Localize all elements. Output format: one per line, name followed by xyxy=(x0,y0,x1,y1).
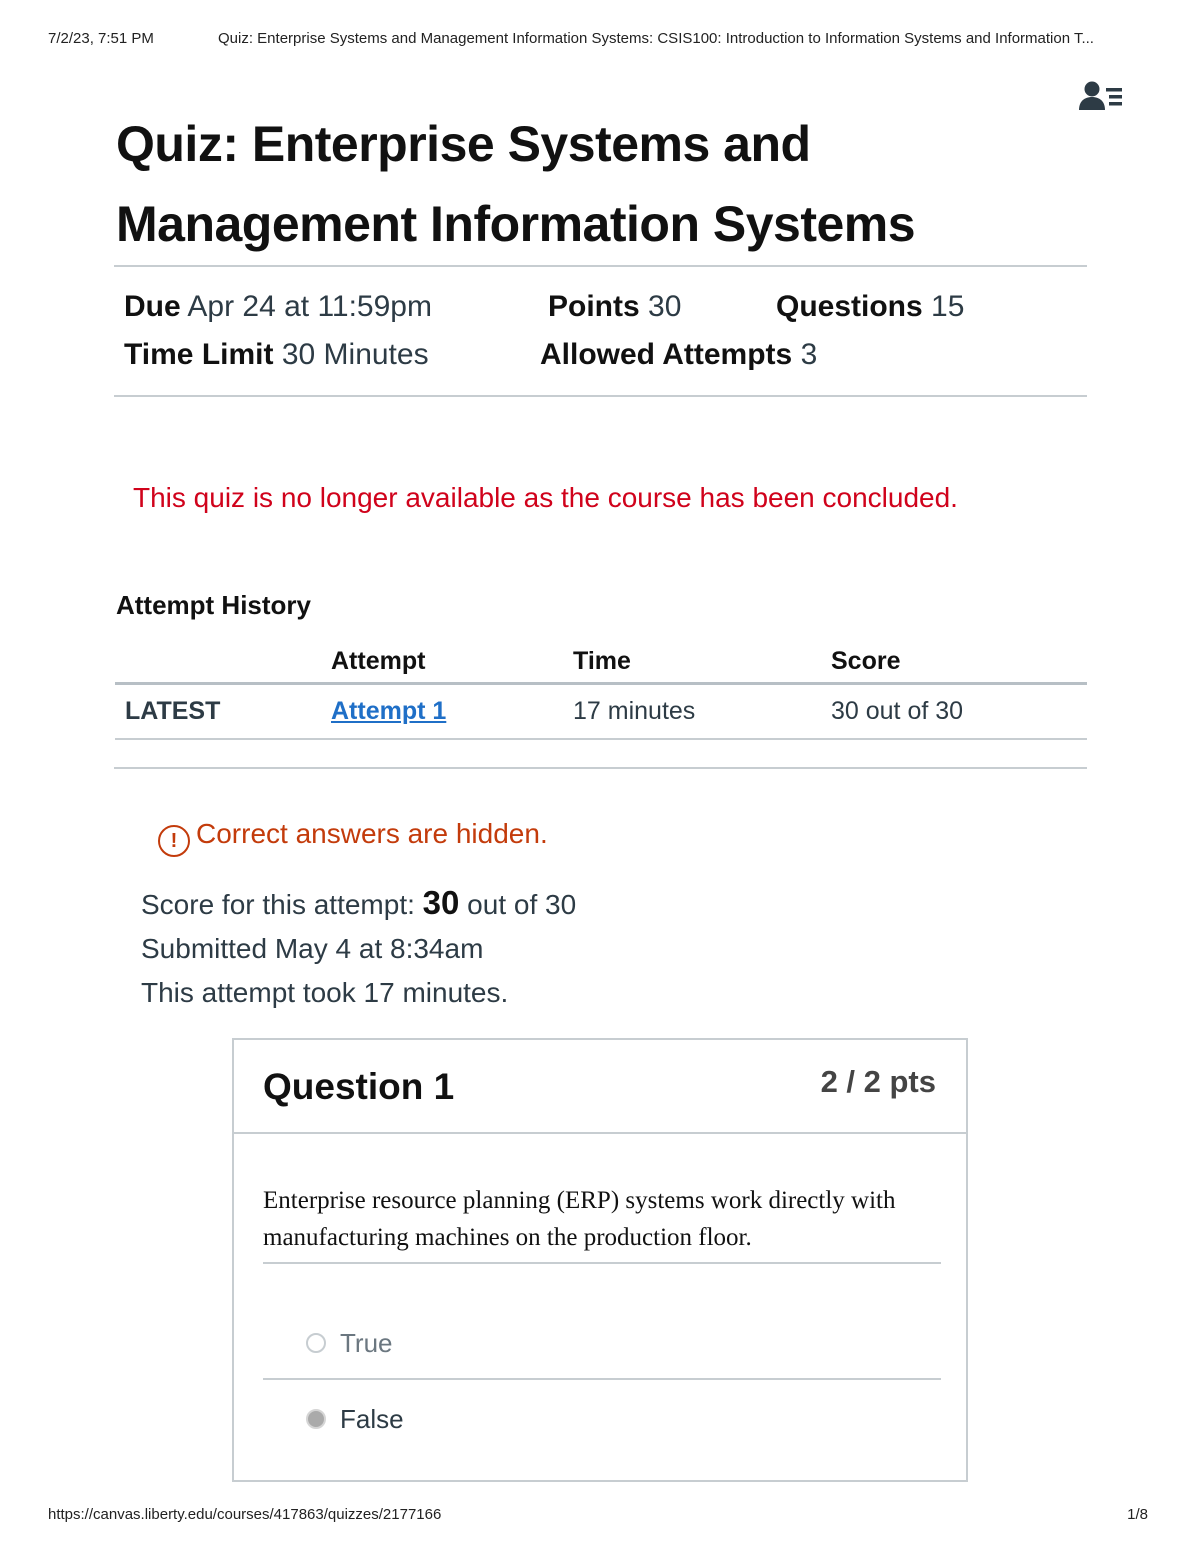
question-text-line2: manufacturing machines on the production floor. xyxy=(263,1224,752,1251)
due-detail xyxy=(124,290,432,324)
answer-divider xyxy=(263,1262,941,1264)
header-attempt: Attempt xyxy=(331,640,573,684)
print-date: 7/2/23, 7:51 PM xyxy=(48,30,154,47)
question-header xyxy=(234,1040,966,1134)
score-prefix: Score for this attempt: xyxy=(141,889,415,920)
questions-value: 15 xyxy=(931,290,965,323)
time-limit-label: Time Limit xyxy=(124,338,274,371)
header-time: Time xyxy=(573,640,831,684)
points-label: Points xyxy=(548,290,640,323)
page-number: 1/8 xyxy=(1127,1506,1148,1523)
answer-label: True xyxy=(340,1328,393,1358)
points-value: 30 xyxy=(648,290,682,323)
attempt-link[interactable]: Attempt 1 xyxy=(331,697,447,725)
attempts-value: 3 xyxy=(800,338,818,371)
score-value: 30 xyxy=(422,884,460,921)
answer-option-true[interactable] xyxy=(306,1328,393,1359)
questions-detail xyxy=(776,290,964,324)
score-line xyxy=(141,884,576,922)
attempts-label: Allowed Attempts xyxy=(540,338,793,371)
print-header xyxy=(48,30,1158,50)
page-title xyxy=(116,104,1016,264)
time-limit-detail xyxy=(124,338,429,372)
table-row xyxy=(115,684,1087,740)
duration-line: This attempt took 17 minutes. xyxy=(141,977,509,1008)
score-suffix: out of 30 xyxy=(467,889,577,920)
print-url: https://canvas.liberty.edu/courses/417863/quizzes/2177166 xyxy=(48,1506,442,1523)
answer-divider xyxy=(263,1378,941,1380)
page-title-line1: Quiz: Enterprise Systems and xyxy=(116,116,811,172)
divider xyxy=(114,395,1087,397)
question-text xyxy=(263,1182,923,1256)
question-points: 2 / 2 pts xyxy=(820,1064,936,1099)
due-label: Due xyxy=(124,290,181,323)
attempts-detail xyxy=(540,338,817,372)
row-status: LATEST xyxy=(115,684,331,740)
answer-label: False xyxy=(340,1404,404,1434)
points-detail xyxy=(548,290,681,324)
page-title-line2: Management Information Systems xyxy=(116,196,916,252)
question-card xyxy=(232,1038,968,1482)
radio-unselected-icon[interactable] xyxy=(306,1333,326,1353)
hidden-answers-text: Correct answers are hidden. xyxy=(196,818,548,849)
question-title: Question 1 xyxy=(263,1066,455,1107)
divider xyxy=(114,265,1087,267)
radio-selected-icon[interactable] xyxy=(306,1409,326,1429)
due-value: Apr 24 at 11:59pm xyxy=(187,290,432,323)
divider xyxy=(114,767,1087,769)
table-header-row xyxy=(115,640,1087,684)
hidden-answers-notice xyxy=(158,818,548,857)
question-text-line1: Enterprise resource planning (ERP) systems work directly with xyxy=(263,1187,896,1214)
row-time: 17 minutes xyxy=(573,684,831,740)
availability-notice: This quiz is no longer available as the course has been concluded. xyxy=(133,482,958,513)
questions-label: Questions xyxy=(776,290,923,323)
submitted-line: Submitted May 4 at 8:34am xyxy=(141,933,484,964)
warning-icon: ! xyxy=(158,825,190,857)
attempt-history-title: Attempt History xyxy=(116,590,312,620)
print-footer xyxy=(48,1506,1148,1526)
user-list-icon[interactable] xyxy=(1078,80,1124,112)
attempt-history-table xyxy=(115,640,1087,740)
time-limit-value: 30 Minutes xyxy=(281,338,429,371)
answer-option-false[interactable] xyxy=(306,1404,404,1435)
print-doc-title: Quiz: Enterprise Systems and Management Information Systems: CSIS100: Introduction to Information Systems and Information T... xyxy=(218,30,1094,47)
row-score: 30 out of 30 xyxy=(831,684,1087,740)
header-score: Score xyxy=(831,640,1087,684)
header-status xyxy=(115,640,331,684)
